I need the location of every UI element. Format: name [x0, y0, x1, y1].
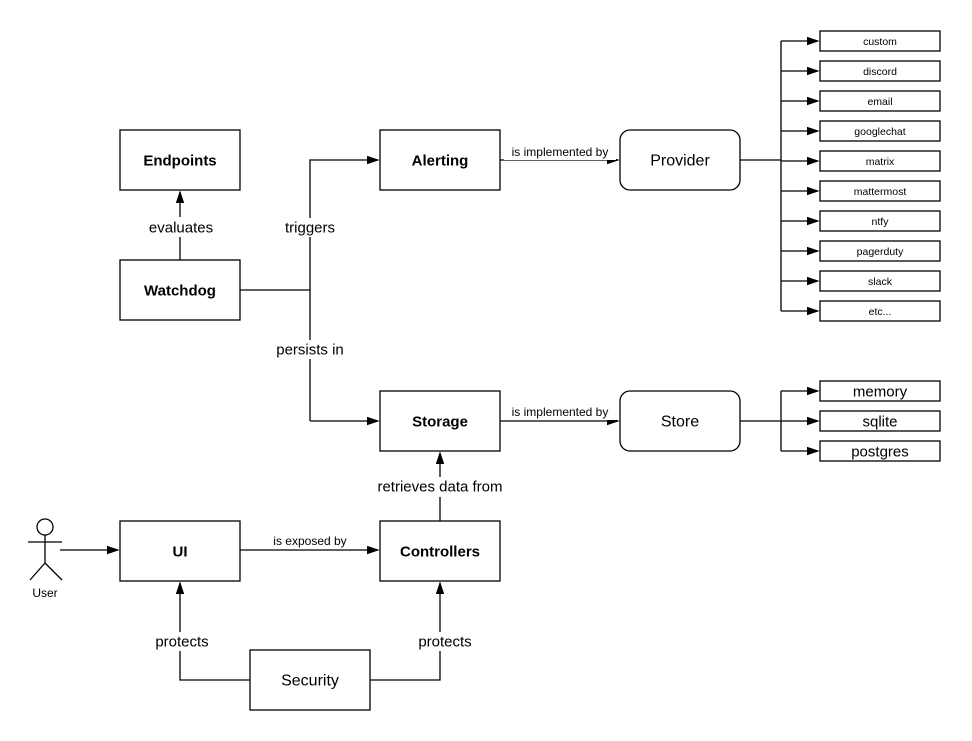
node-store — [620, 391, 740, 451]
node-storage — [380, 391, 500, 451]
store-item-memory — [820, 381, 940, 401]
provider-item-discord — [820, 61, 940, 81]
provider-item-etc — [820, 301, 940, 321]
exposed-label: is exposed by — [273, 534, 347, 548]
evaluates-label: evaluates — [148, 219, 214, 237]
email-label: email — [867, 96, 893, 108]
provider-items — [820, 31, 940, 321]
custom-label: custom — [863, 36, 897, 48]
protects-ui-label: protects — [155, 633, 209, 651]
etc-label: etc... — [868, 306, 892, 318]
node-ui — [120, 521, 240, 581]
security-label: Security — [281, 672, 339, 690]
node-provider — [620, 130, 740, 190]
provider-item-matrix — [820, 151, 940, 171]
provider-item-email — [820, 91, 940, 111]
provider-item-slack — [820, 271, 940, 291]
alerting-label: Alerting — [411, 152, 469, 170]
watchdog-label: Watchdog — [144, 282, 216, 300]
node-alerting — [380, 130, 500, 190]
memory-label: memory — [852, 383, 908, 401]
ui-label: UI — [172, 543, 188, 561]
ntfy-label: ntfy — [871, 216, 889, 228]
node-endpoints — [120, 130, 240, 190]
user-actor-icon — [28, 519, 62, 600]
alerting-impl-label: is implemented by — [511, 145, 609, 159]
protects-controllers-label: protects — [418, 633, 472, 651]
triggers-label: triggers — [284, 219, 336, 237]
sqlite-label: sqlite — [862, 413, 898, 431]
store-label: Store — [660, 413, 700, 431]
retrieves-label: retrieves data from — [377, 478, 503, 496]
provider-item-custom — [820, 31, 940, 51]
provider-item-ntfy — [820, 211, 940, 231]
store-item-postgres — [820, 441, 940, 461]
controllers-label: Controllers — [399, 543, 481, 561]
postgres-label: postgres — [851, 443, 909, 461]
slack-label: slack — [868, 276, 892, 288]
store-item-sqlite — [820, 411, 940, 431]
endpoints-label: Endpoints — [143, 152, 217, 170]
matrix-label: matrix — [865, 156, 895, 168]
provider-item-googlechat — [820, 121, 940, 141]
node-security — [250, 650, 370, 710]
googlechat-label: googlechat — [854, 126, 906, 138]
storage-label: Storage — [412, 413, 468, 431]
persists-in-label: persists in — [276, 341, 344, 359]
storage-impl-label: is implemented by — [511, 405, 609, 419]
node-controllers — [380, 521, 500, 581]
actor-legs — [30, 563, 62, 580]
discord-label: discord — [863, 66, 897, 78]
mattermost-label: mattermost — [853, 186, 907, 198]
edge-security-ui — [180, 583, 250, 680]
edge-security-controllers — [370, 583, 440, 680]
provider-label: Provider — [650, 152, 710, 170]
node-watchdog — [120, 260, 240, 320]
store-items — [820, 381, 940, 461]
pagerduty-label: pagerduty — [856, 246, 904, 258]
actor-head — [37, 519, 53, 535]
provider-item-mattermost — [820, 181, 940, 201]
edge-junction-alerting — [310, 160, 378, 421]
user-label: User — [32, 586, 58, 600]
provider-item-pagerduty — [820, 241, 940, 261]
